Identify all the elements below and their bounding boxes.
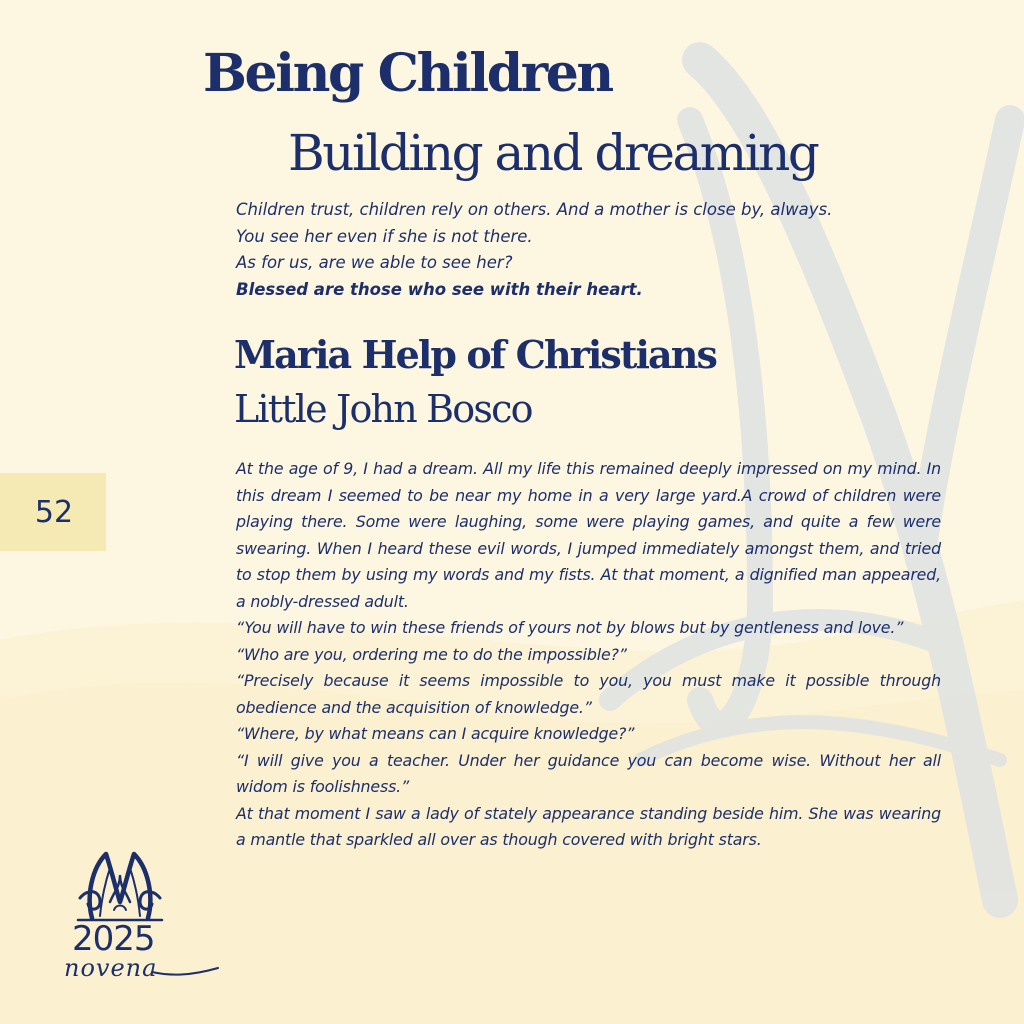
logo-year: 2025	[72, 919, 155, 959]
story-paragraph: At the age of 9, I had a dream. All my life this remained deeply impressed on my mind. In this dream I seemed to be near my home in a very large yard.A crowd of children were playing there. Some were laughing, some were playing games, and quite a few were swearing. When I heard these evil words, I jumped immediately amongst them, and tried to stop them by using my words and my fists. At that moment, a dignified man appeared, a nobly-dressed adult.	[236, 459, 941, 611]
story-paragraph: At that moment I saw a lady of stately appearance standing beside him. She was wearing a mantle that sparkled all over as though covered with bright stars.	[236, 803, 941, 849]
ma-monogram-icon	[70, 846, 170, 926]
intro-line: Children trust, children rely on others. And a mother is close by, always.	[236, 200, 833, 219]
intro-emphasis-line: Blessed are those who see with their heart.	[236, 279, 643, 299]
page-title: Being Children	[203, 43, 612, 104]
intro-line: As for us, are we able to see her?	[236, 253, 513, 272]
story-paragraph: “You will have to win these friends of yours not by blows but by gentleness and love.”	[236, 618, 904, 637]
novena-logo	[60, 846, 220, 986]
page-subtitle: Building and dreaming	[288, 124, 818, 182]
story-text	[236, 456, 941, 854]
page-number-tab	[0, 473, 106, 551]
intro-line: You see her even if she is not there.	[236, 226, 533, 246]
story-paragraph: “Where, by what means can I acquire knowledge?”	[236, 724, 635, 743]
story-paragraph: “I will give you a teacher. Under her guidance you can become wise. Without her all widom is foolishness.”	[236, 750, 941, 796]
section-subtitle: Little John Bosco	[234, 387, 532, 431]
story-paragraph: “Precisely because it seems impossible to you, you must make it possible through obedience and the acquisition of knowledge.”	[236, 671, 941, 717]
section-title: Maria Help of Christians	[234, 332, 716, 377]
intro-text	[236, 197, 956, 303]
story-paragraph: “Who are you, ordering me to do the impossible?”	[236, 644, 627, 664]
logo-swash-icon	[150, 960, 220, 980]
logo-word: novena	[64, 954, 158, 982]
page-number: 52	[34, 494, 74, 530]
